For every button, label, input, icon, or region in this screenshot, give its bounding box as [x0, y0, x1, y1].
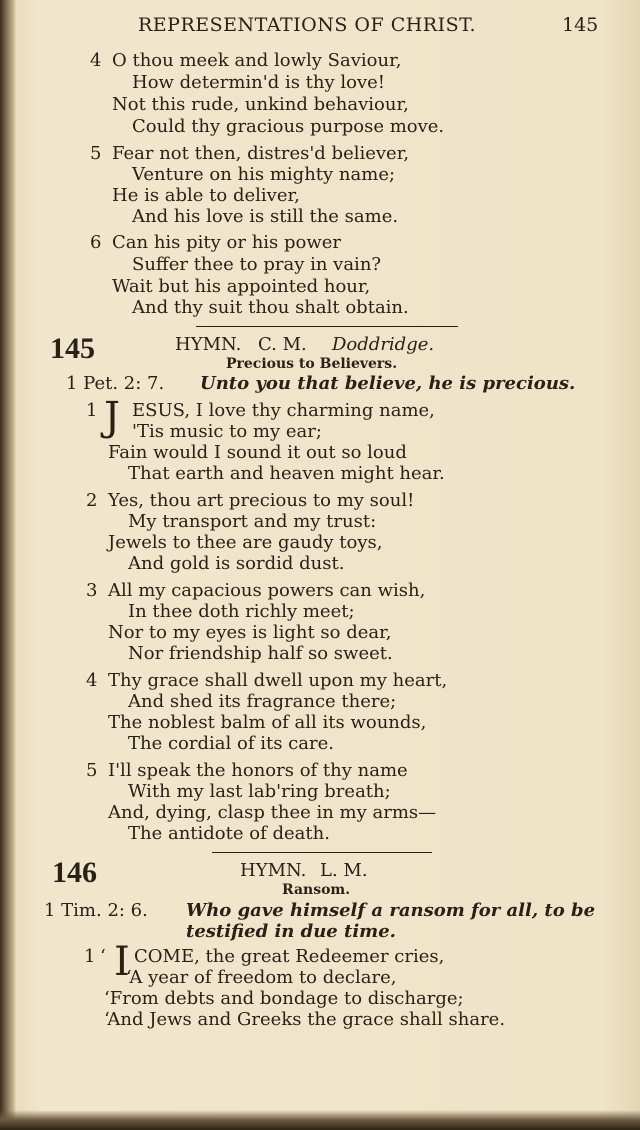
verse-line: All my capacious powers can wish, [108, 580, 426, 601]
verse-number: 5 [86, 760, 98, 781]
verse-number: 3 [86, 580, 98, 601]
verse-line: Could thy gracious purpose move. [132, 116, 445, 137]
verse-line: 'Tis music to my ear; [132, 421, 322, 442]
hymn-subtitle: Precious to Believers. [226, 356, 398, 372]
verse-line: The noblest balm of all its wounds, [108, 712, 427, 733]
verse-line: And, dying, clasp thee in my arms— [108, 802, 437, 823]
hymn-meter: L. M. [320, 860, 368, 881]
verse-line: Suffer thee to pray in vain? [132, 254, 382, 275]
hymn-meter: C. M. [258, 334, 307, 355]
verse-line: And gold is sordid dust. [128, 553, 345, 574]
verse-number: 5 [90, 143, 102, 164]
verse-number: 4 [90, 50, 102, 71]
scripture-text: Unto you that believe, he is precious. [200, 373, 576, 394]
hymn-composer: Doddridge. [332, 334, 435, 355]
verse-line: That earth and heaven might hear. [128, 463, 445, 484]
scripture-reference: 1 Tim. 2: 6. [44, 900, 148, 921]
verse-line: ESUS, I love thy charming name, [132, 400, 435, 421]
page-number: 145 [562, 14, 599, 36]
verse-line: Fain would I sound it out so loud [108, 442, 407, 463]
verse-line: Nor friendship half so sweet. [128, 643, 393, 664]
verse-line: Nor to my eyes is light so dear, [108, 622, 392, 643]
verse-line: Yes, thou art precious to my soul! [108, 490, 415, 511]
verse-line: Jewels to thee are gaudy toys, [108, 532, 383, 553]
verse-line: ‘From debts and bondage to discharge; [104, 988, 464, 1009]
verse-line: COME, the great Redeemer cries, [134, 946, 445, 967]
hymn-number: 146 [52, 856, 97, 889]
verse-number: 2 [86, 490, 98, 511]
drop-cap: I [114, 939, 130, 985]
book-spine [0, 0, 16, 1130]
verse-line: My transport and my trust: [128, 511, 377, 532]
verse-line: Wait but his appointed hour, [112, 276, 371, 297]
drop-cap: J [104, 394, 121, 440]
hymn-subtitle: Ransom. [282, 882, 351, 898]
verse-line: The antidote of death. [128, 823, 330, 844]
verse-line: ‘A year of freedom to declare, [126, 967, 397, 988]
section-rule [196, 326, 458, 327]
verse-number: 1 [86, 400, 98, 421]
verse-line: I'll speak the honors of thy name [108, 760, 408, 781]
scripture-text: Who gave himself a ransom for all, to be [186, 900, 596, 921]
verse-line: With my last lab'ring breath; [128, 781, 391, 802]
verse-line: And thy suit thou shalt obtain. [132, 297, 409, 318]
scripture-text-continued: testified in due time. [186, 921, 396, 942]
verse-line: Can his pity or his power [112, 232, 342, 253]
verse-line: How determin'd is thy love! [132, 72, 386, 93]
verse-line: He is able to deliver, [112, 185, 300, 206]
verse-line: In thee doth richly meet; [128, 601, 355, 622]
page-bottom-edge [0, 1110, 640, 1130]
verse-line: O thou meek and lowly Saviour, [112, 50, 402, 71]
verse-line: Thy grace shall dwell upon my heart, [108, 670, 448, 691]
verse-line: ‘And Jews and Greeks the grace shall share. [104, 1009, 506, 1030]
section-rule [212, 852, 432, 853]
verse-number: 6 [90, 232, 102, 253]
verse-number: 4 [86, 670, 98, 691]
verse-number: 1 [84, 946, 96, 967]
verse-line: The cordial of its care. [128, 733, 334, 754]
verse-line: And shed its fragrance there; [128, 691, 397, 712]
hymn-number: 145 [50, 332, 95, 365]
open-quote: ‘ [100, 946, 106, 967]
verse-line: Fear not then, distres'd believer, [112, 143, 410, 164]
verse-line: Not this rude, unkind behaviour, [112, 94, 409, 115]
running-head: REPRESENTATIONS OF CHRIST. [138, 14, 477, 36]
hymn-label: HYMN. [175, 334, 242, 355]
hymn-label: HYMN. [240, 860, 307, 881]
verse-line: Venture on his mighty name; [132, 164, 396, 185]
verse-line: And his love is still the same. [132, 206, 399, 227]
scripture-reference: 1 Pet. 2: 7. [66, 373, 165, 394]
